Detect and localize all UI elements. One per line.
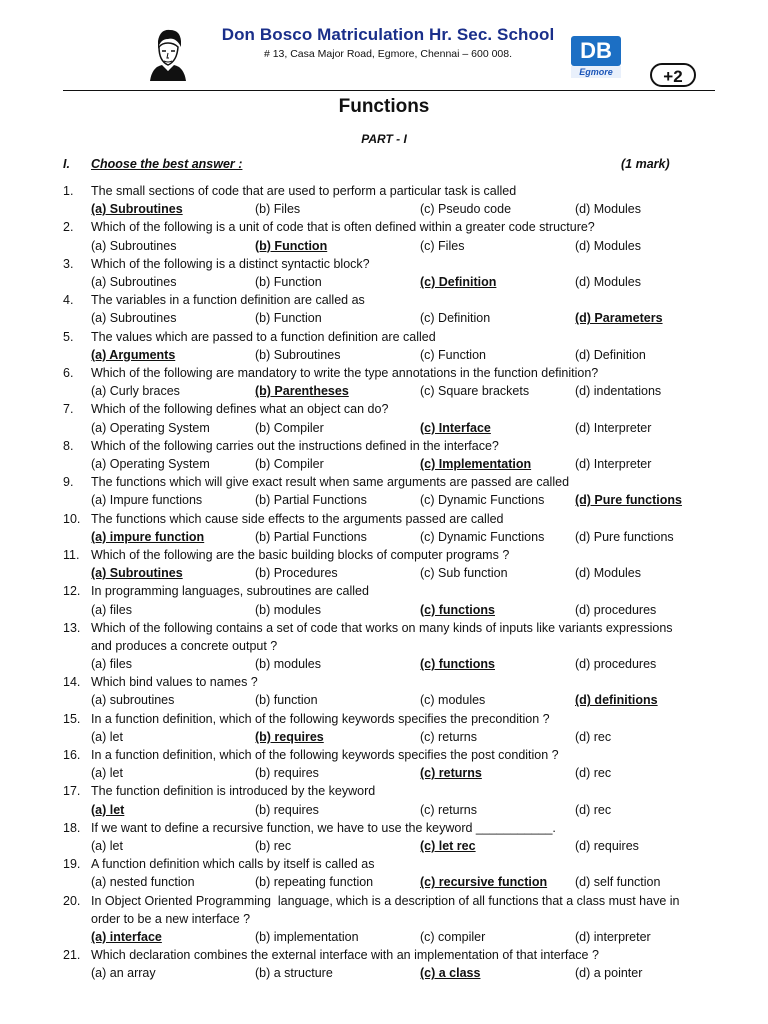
answer-options bbox=[91, 691, 713, 709]
answer-option-correct: (b) Function bbox=[255, 238, 328, 253]
answer-option-correct: (b) requires bbox=[255, 729, 324, 744]
answer-options bbox=[91, 964, 713, 982]
answer-option: (d) Interpreter bbox=[575, 420, 652, 435]
question-text: The functions which will give exact result when same arguments are passed are called bbox=[91, 475, 570, 490]
answer-option: (b) Partial Functions bbox=[255, 493, 367, 508]
answer-option: (b) Files bbox=[255, 202, 301, 217]
answer-options bbox=[91, 309, 713, 327]
question-item bbox=[63, 437, 713, 473]
answer-option: (c) returns bbox=[420, 802, 477, 817]
question-item bbox=[63, 400, 713, 436]
question-number: 13. bbox=[63, 620, 81, 635]
answer-option: (b) Function bbox=[255, 274, 322, 289]
document-header bbox=[0, 0, 768, 92]
answer-option-correct: (a) Subroutines bbox=[91, 202, 183, 217]
logo-subtext: Egmore bbox=[571, 66, 621, 78]
question-item bbox=[63, 710, 713, 746]
question-number: 17. bbox=[63, 784, 81, 799]
question-item bbox=[63, 582, 713, 618]
logo-text: DB bbox=[571, 36, 621, 66]
answer-option: (b) function bbox=[255, 693, 318, 708]
grade-badge: +2 bbox=[650, 63, 696, 87]
answer-option: (c) Pseudo code bbox=[420, 202, 512, 217]
answer-option: (d) procedures bbox=[575, 657, 657, 672]
question-text: If we want to define a recursive function, we have to use the keyword ___________. bbox=[91, 820, 556, 835]
question-number: 16. bbox=[63, 748, 81, 763]
answer-options bbox=[91, 764, 713, 782]
question-item bbox=[63, 855, 713, 891]
answer-option: (b) Compiler bbox=[255, 456, 324, 471]
question-number: 1. bbox=[63, 184, 74, 198]
answer-option: (b) requires bbox=[255, 802, 319, 817]
answer-option: (d) Modules bbox=[575, 202, 641, 217]
answer-option: (b) repeating function bbox=[255, 875, 374, 890]
answer-option-correct: (a) Subroutines bbox=[91, 566, 183, 581]
answer-option: (b) modules bbox=[255, 602, 321, 617]
answer-options bbox=[91, 419, 713, 437]
part-label: PART - I bbox=[361, 132, 407, 146]
section-marks: (1 mark) bbox=[621, 157, 670, 171]
answer-option: (b) requires bbox=[255, 766, 319, 781]
answer-option: (c) Dynamic Functions bbox=[420, 529, 545, 544]
question-text: Which of the following carries out the instructions defined in the interface? bbox=[91, 438, 499, 453]
header-divider bbox=[63, 90, 715, 91]
question-text: The values which are passed to a function definition are called bbox=[91, 329, 436, 344]
answer-option: (a) an array bbox=[91, 966, 156, 981]
answer-option: (c) returns bbox=[420, 729, 477, 744]
question-number: 19. bbox=[63, 857, 81, 872]
answer-option: (a) Curly braces bbox=[91, 384, 180, 399]
answer-option-correct: (c) functions bbox=[420, 657, 495, 672]
answer-option: (d) Definition bbox=[575, 347, 646, 362]
question-text: Which bind values to names ? bbox=[91, 675, 258, 690]
question-number: 9. bbox=[63, 475, 74, 490]
question-text: In programming languages, subroutines are called bbox=[91, 584, 369, 599]
answer-option: (b) Function bbox=[255, 311, 322, 326]
question-text: Which of the following contains a set of code that works on many kinds of inputs like variants expressions and produces a concrete output ? bbox=[91, 620, 673, 653]
answer-option: (d) self function bbox=[575, 875, 661, 890]
answer-options bbox=[91, 655, 713, 673]
answer-option: (a) files bbox=[91, 602, 132, 617]
answer-option: (a) Subroutines bbox=[91, 238, 177, 253]
answer-option: (b) Subroutines bbox=[255, 347, 341, 362]
answer-option: (d) rec bbox=[575, 729, 612, 744]
question-text: Which of the following defines what an object can do? bbox=[91, 402, 389, 417]
section-heading: Choose the best answer : bbox=[91, 157, 243, 171]
question-item bbox=[63, 218, 713, 254]
question-list bbox=[63, 182, 713, 983]
answer-options bbox=[91, 491, 713, 509]
question-item bbox=[63, 510, 713, 546]
answer-option: (d) rec bbox=[575, 766, 612, 781]
answer-option: (b) rec bbox=[255, 839, 292, 854]
answer-option: (c) Dynamic Functions bbox=[420, 493, 545, 508]
answer-option: (d) requires bbox=[575, 839, 639, 854]
answer-options bbox=[91, 801, 713, 819]
answer-options bbox=[91, 273, 713, 291]
answer-option: (d) interpreter bbox=[575, 930, 651, 945]
answer-option: (a) Operating System bbox=[91, 420, 210, 435]
question-item bbox=[63, 364, 713, 400]
school-logo bbox=[571, 36, 621, 80]
answer-options bbox=[91, 382, 713, 400]
question-number: 10. bbox=[63, 511, 81, 526]
answer-option-correct: (c) recursive function bbox=[420, 875, 548, 890]
answer-option: (d) Pure functions bbox=[575, 529, 674, 544]
answer-option: (a) Subroutines bbox=[91, 274, 177, 289]
answer-option: (d) Modules bbox=[575, 238, 641, 253]
question-number: 3. bbox=[63, 256, 74, 271]
question-text: In a function definition, which of the following keywords specifies the precondition ? bbox=[91, 711, 550, 726]
question-number: 18. bbox=[63, 820, 81, 835]
question-item bbox=[63, 619, 713, 674]
answer-options bbox=[91, 728, 713, 746]
answer-option: (d) indentations bbox=[575, 384, 662, 399]
answer-option: (a) let bbox=[91, 766, 123, 781]
question-item bbox=[63, 892, 713, 947]
question-item bbox=[63, 291, 713, 327]
question-text: Which of the following are mandatory to write the type annotations in the function definition? bbox=[91, 365, 599, 380]
answer-option-correct: (d) definitions bbox=[575, 693, 658, 708]
answer-options bbox=[91, 200, 713, 218]
answer-option: (a) Impure functions bbox=[91, 493, 203, 508]
question-item bbox=[63, 255, 713, 291]
answer-option-correct: (c) Definition bbox=[420, 274, 497, 289]
answer-option: (b) Procedures bbox=[255, 566, 338, 581]
question-text: Which declaration combines the external interface with an implementation of that interface ? bbox=[91, 948, 599, 963]
answer-option-correct: (d) Parameters bbox=[575, 311, 663, 326]
question-number: 7. bbox=[63, 402, 74, 417]
answer-options bbox=[91, 237, 713, 255]
answer-option: (a) files bbox=[91, 657, 132, 672]
answer-option-correct: (c) a class bbox=[420, 966, 481, 981]
question-item bbox=[63, 782, 713, 818]
answer-options bbox=[91, 346, 713, 364]
question-text: A function definition which calls by itself is called as bbox=[91, 857, 375, 872]
answer-option: (c) Sub function bbox=[420, 566, 508, 581]
question-text: Which of the following is a distinct syntactic block? bbox=[91, 256, 370, 271]
answer-option: (a) Subroutines bbox=[91, 311, 177, 326]
question-item bbox=[63, 182, 713, 218]
answer-option: (d) Modules bbox=[575, 274, 641, 289]
question-number: 4. bbox=[63, 293, 74, 308]
answer-option: (b) implementation bbox=[255, 930, 359, 945]
answer-option: (a) subroutines bbox=[91, 693, 175, 708]
answer-option: (d) Interpreter bbox=[575, 456, 652, 471]
answer-option: (b) a structure bbox=[255, 966, 333, 981]
answer-option-correct: (c) returns bbox=[420, 766, 482, 781]
question-text: In Object Oriented Programming language, which is a description of all functions that a class must have in order to be a new interface ? bbox=[91, 893, 680, 926]
question-text: Which of the following is a unit of code that is often defined within a greater code structure? bbox=[91, 220, 595, 235]
answer-option-correct: (a) impure function bbox=[91, 529, 205, 544]
question-item bbox=[63, 746, 713, 782]
answer-option: (b) Partial Functions bbox=[255, 529, 367, 544]
answer-options bbox=[91, 564, 713, 582]
answer-option: (c) modules bbox=[420, 693, 486, 708]
answer-option: (b) modules bbox=[255, 657, 321, 672]
section-number: I. bbox=[63, 157, 70, 171]
answer-options bbox=[91, 528, 713, 546]
question-number: 15. bbox=[63, 711, 81, 726]
question-number: 8. bbox=[63, 438, 74, 453]
question-number: 11. bbox=[63, 547, 80, 562]
question-number: 5. bbox=[63, 329, 74, 344]
page-title: Functions bbox=[338, 96, 430, 117]
answer-option: (d) procedures bbox=[575, 602, 657, 617]
answer-option-correct: (b) Parentheses bbox=[255, 384, 349, 399]
question-text: The small sections of code that are used to perform a particular task is called bbox=[91, 184, 517, 198]
question-item bbox=[63, 673, 713, 709]
question-item bbox=[63, 328, 713, 364]
question-number: 6. bbox=[63, 365, 74, 380]
question-item bbox=[63, 546, 713, 582]
answer-options bbox=[91, 837, 713, 855]
question-text: In a function definition, which of the following keywords specifies the post condition ? bbox=[91, 748, 559, 763]
answer-option-correct: (d) Pure functions bbox=[575, 493, 682, 508]
answer-option-correct: (c) Interface bbox=[420, 420, 491, 435]
question-number: 21. bbox=[63, 948, 81, 963]
question-item bbox=[63, 473, 713, 509]
question-number: 12. bbox=[63, 584, 81, 599]
answer-option-correct: (a) let bbox=[91, 802, 125, 817]
answer-options bbox=[91, 455, 713, 473]
question-text: The functions which cause side effects to the arguments passed are called bbox=[91, 511, 504, 526]
answer-options bbox=[91, 601, 713, 619]
school-address: # 13, Casa Major Road, Egmore, Chennai – 600 008. bbox=[263, 48, 513, 60]
answer-option-correct: (c) let rec bbox=[420, 839, 476, 854]
answer-option: (a) Operating System bbox=[91, 456, 210, 471]
answer-option-correct: (a) interface bbox=[91, 930, 162, 945]
answer-option: (a) let bbox=[91, 729, 123, 744]
answer-option: (a) nested function bbox=[91, 875, 195, 890]
answer-option-correct: (c) Implementation bbox=[420, 456, 532, 471]
answer-options bbox=[91, 873, 713, 891]
question-item bbox=[63, 819, 713, 855]
question-number: 14. bbox=[63, 675, 81, 690]
founder-portrait-icon bbox=[146, 27, 190, 81]
question-item bbox=[63, 946, 713, 982]
answer-option: (a) let bbox=[91, 839, 123, 854]
answer-option: (d) rec bbox=[575, 802, 612, 817]
question-text: The variables in a function definition are called as bbox=[91, 293, 365, 308]
school-name: Don Bosco Matriculation Hr. Sec. School bbox=[221, 25, 555, 44]
answer-option: (c) Function bbox=[420, 347, 486, 362]
answer-option: (c) compiler bbox=[420, 930, 486, 945]
answer-option-correct: (c) functions bbox=[420, 602, 495, 617]
answer-options bbox=[91, 928, 713, 946]
answer-option: (c) Square brackets bbox=[420, 384, 530, 399]
answer-option-correct: (a) Arguments bbox=[91, 347, 176, 362]
answer-option: (d) Modules bbox=[575, 566, 641, 581]
answer-option: (b) Compiler bbox=[255, 420, 324, 435]
question-text: The function definition is introduced by the keyword bbox=[91, 784, 376, 799]
question-number: 2. bbox=[63, 220, 74, 235]
answer-option: (d) a pointer bbox=[575, 966, 643, 981]
question-number: 20. bbox=[63, 893, 81, 908]
question-text: Which of the following are the basic building blocks of computer programs ? bbox=[91, 547, 510, 562]
answer-option: (c) Files bbox=[420, 238, 465, 253]
answer-option: (c) Definition bbox=[420, 311, 491, 326]
